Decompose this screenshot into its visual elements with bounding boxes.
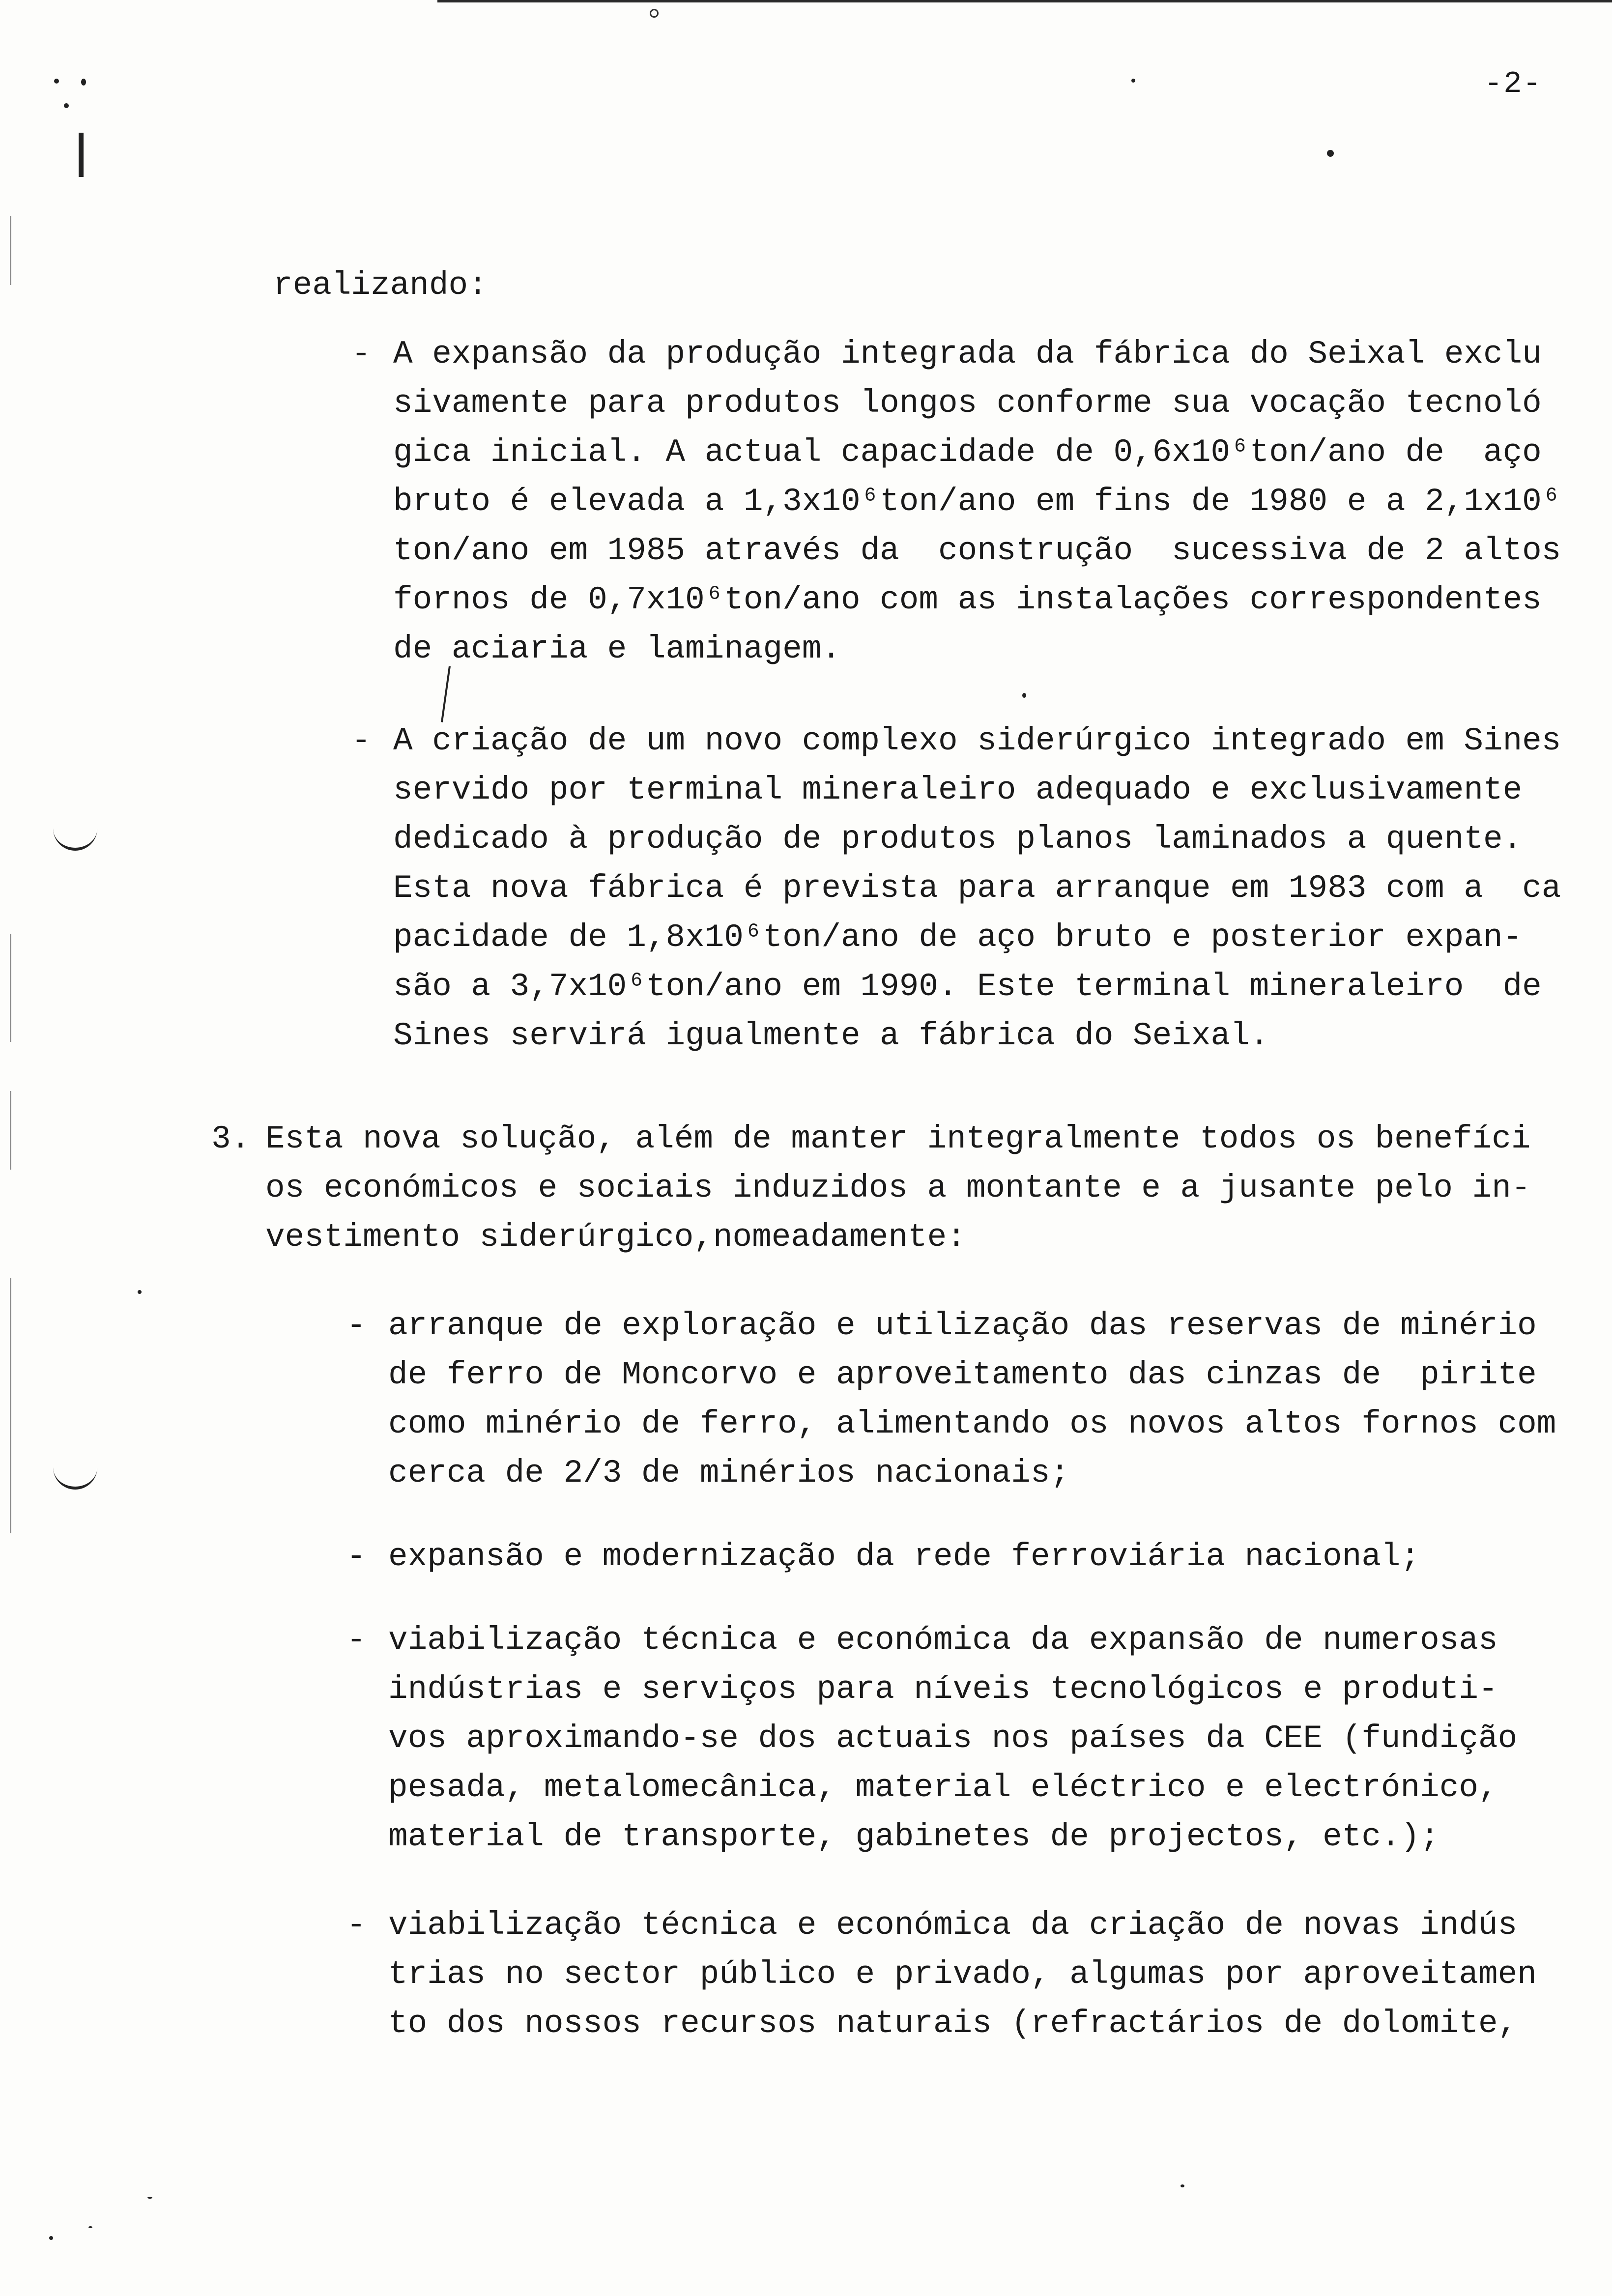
scan-artifact bbox=[1327, 150, 1334, 157]
paragraph-line: de ferro de Moncorvo e aproveitamento das cinzas de pirite bbox=[388, 1356, 1537, 1393]
paragraph-line: são a 3,7x10⁶ton/ano em 1990. Este terminal mineraleiro de bbox=[393, 968, 1542, 1005]
paragraph-line: os económicos e sociais induzidos a montante e a jusante pelo in- bbox=[265, 1170, 1531, 1206]
scan-artifact bbox=[1180, 2184, 1184, 2187]
bullet-dash: - bbox=[346, 1907, 366, 1944]
scan-artifact bbox=[88, 2226, 92, 2228]
scan-artifact bbox=[79, 133, 84, 177]
paragraph-line: expansão e modernização da rede ferroviária nacional; bbox=[388, 1538, 1420, 1575]
scan-artifact bbox=[64, 103, 69, 108]
paragraph-line: gica inicial. A actual capacidade de 0,6x10⁶ton/ano de aço bbox=[393, 434, 1542, 471]
lead-in-text: realizando: bbox=[273, 267, 488, 304]
paragraph-line: de aciaria e laminagem. bbox=[393, 631, 841, 667]
top-border-line bbox=[437, 0, 1612, 2]
paragraph-line: material de transporte, gabinetes de projectos, etc.); bbox=[388, 1818, 1439, 1855]
paragraph-line: trias no sector público e privado, algumas por aproveitamen bbox=[388, 1956, 1537, 1993]
margin-mark bbox=[10, 1091, 11, 1170]
paragraph-line: ton/ano em 1985 através da construção sucessiva de 2 altos bbox=[393, 532, 1561, 569]
scan-artifact bbox=[441, 666, 451, 722]
scan-artifact bbox=[1131, 79, 1135, 83]
item-number: 3. bbox=[211, 1120, 251, 1157]
page-number: -2- bbox=[1484, 66, 1542, 101]
bullet-dash: - bbox=[346, 1307, 366, 1344]
scan-artifact bbox=[147, 2197, 152, 2199]
paragraph-line: A criação de um novo complexo siderúrgico integrado em Sines bbox=[393, 722, 1561, 759]
punch-hole-mark bbox=[53, 828, 97, 851]
paragraph-line: viabilização técnica e económica da expansão de numerosas bbox=[388, 1622, 1498, 1659]
paragraph-line: sivamente para produtos longos conforme sua vocação tecnoló bbox=[393, 385, 1542, 422]
scan-artifact bbox=[1022, 693, 1026, 698]
bullet-dash: - bbox=[351, 336, 371, 373]
margin-mark bbox=[10, 934, 11, 1042]
paragraph-line: vos aproximando-se dos actuais nos países da CEE (fundição bbox=[388, 1720, 1518, 1757]
scan-artifact bbox=[49, 2236, 53, 2240]
scan-artifact bbox=[650, 9, 659, 18]
paragraph-line: fornos de 0,7x10⁶ton/ano com as instalações correspondentes bbox=[393, 581, 1542, 618]
paragraph-line: cerca de 2/3 de minérios nacionais; bbox=[388, 1455, 1070, 1492]
paragraph-line: Sines servirá igualmente a fábrica do Seixal. bbox=[393, 1017, 1269, 1054]
bullet-dash: - bbox=[346, 1622, 366, 1659]
paragraph-line: pacidade de 1,8x10⁶ton/ano de aço bruto e posterior expan- bbox=[393, 919, 1523, 956]
paragraph-line: dedicado à produção de produtos planos laminados a quente. bbox=[393, 821, 1523, 858]
paragraph-line: to dos nossos recursos naturais (refractários de dolomite, bbox=[388, 2005, 1518, 2042]
paragraph-line: Esta nova solução, além de manter integralmente todos os benefíci bbox=[265, 1120, 1531, 1157]
margin-mark bbox=[10, 1278, 11, 1533]
paragraph-line: como minério de ferro, alimentando os novos altos fornos com bbox=[388, 1406, 1556, 1442]
paragraph-line: Esta nova fábrica é prevista para arranque em 1983 com a ca bbox=[393, 870, 1561, 907]
paragraph-line: vestimento siderúrgico,nomeadamente: bbox=[265, 1219, 966, 1256]
punch-hole-mark bbox=[53, 1467, 97, 1490]
scan-artifact bbox=[81, 79, 86, 86]
margin-mark bbox=[10, 216, 11, 285]
paragraph-line: bruto é elevada a 1,3x10⁶ton/ano em fins de 1980 e a 2,1x10⁶ bbox=[393, 483, 1561, 520]
scan-artifact bbox=[138, 1290, 142, 1294]
scan-artifact bbox=[54, 79, 59, 84]
paragraph-line: A expansão da produção integrada da fábrica do Seixal exclu bbox=[393, 336, 1542, 373]
bullet-dash: - bbox=[346, 1538, 366, 1575]
paragraph-line: viabilização técnica e económica da criação de novas indús bbox=[388, 1907, 1518, 1944]
paragraph-line: arranque de exploração e utilização das reservas de minério bbox=[388, 1307, 1537, 1344]
bullet-dash: - bbox=[351, 722, 371, 759]
paragraph-line: pesada, metalomecânica, material eléctrico e electrónico, bbox=[388, 1769, 1498, 1806]
paragraph-line: servido por terminal mineraleiro adequado e exclusivamente bbox=[393, 772, 1523, 808]
paragraph-line: indústrias e serviços para níveis tecnológicos e produti- bbox=[388, 1671, 1498, 1708]
